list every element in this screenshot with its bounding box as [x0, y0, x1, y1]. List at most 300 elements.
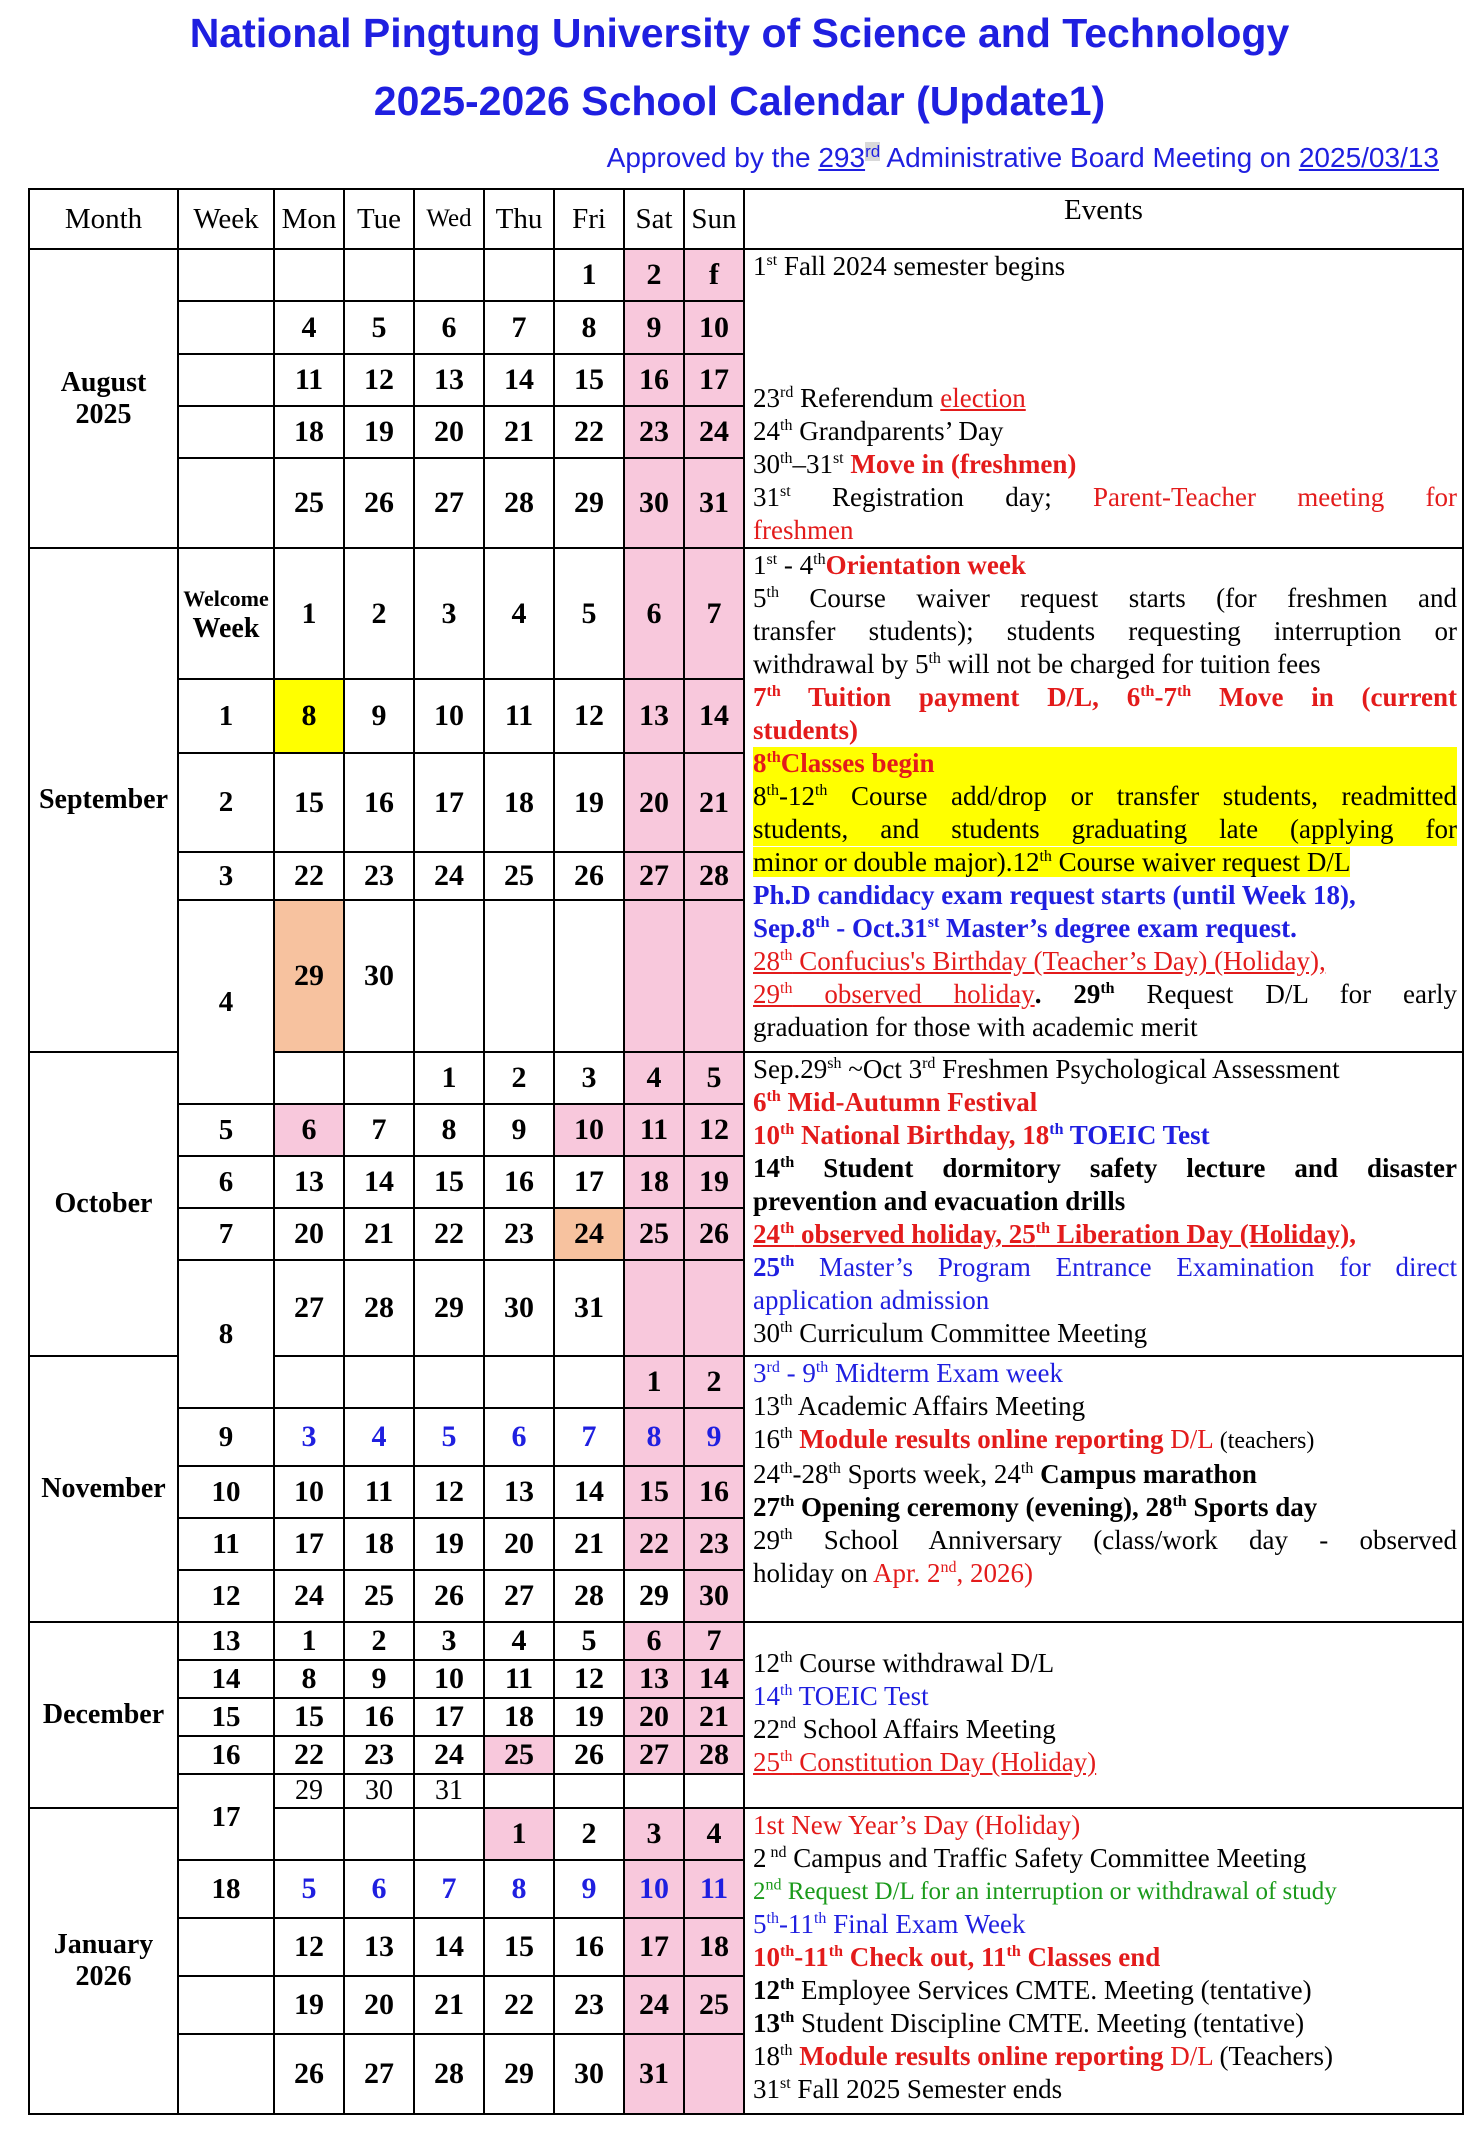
day-cell [624, 1774, 684, 1808]
day-cell: 22 [274, 1736, 344, 1774]
day-cell: 15 [484, 1918, 554, 1976]
week-number: 12 [178, 1570, 274, 1622]
week-number: 8 [178, 1260, 274, 1408]
day-cell: 19 [414, 1518, 484, 1570]
day-cell [484, 900, 554, 1052]
day-cell: 27 [344, 2034, 414, 2114]
day-cell: 20 [624, 753, 684, 852]
event-item: 29th School Anniversary (class/work day - observed [753, 1525, 1457, 1555]
day-cell: 2 [344, 1622, 414, 1660]
day-cell: 22 [414, 1208, 484, 1260]
events-august [744, 249, 1463, 548]
day-cell: 28 [554, 1570, 624, 1622]
day-cell: 16 [684, 1466, 744, 1518]
day-cell: 31 [414, 1774, 484, 1808]
header-tue: Tue [344, 189, 414, 249]
day-cell [414, 1808, 484, 1860]
day-cell: 11 [484, 1660, 554, 1698]
day-cell: 1 [414, 1052, 484, 1104]
week-cell [178, 249, 274, 301]
event-item: 10th National Birthday, 18th TOEIC Test [753, 1120, 1210, 1150]
event-item: 29th observed holiday. 29th Request D/L for early [753, 979, 1458, 1009]
day-cell: 5 [344, 301, 414, 353]
day-cell: 7 [484, 301, 554, 353]
day-cell: 26 [344, 458, 414, 548]
day-cell [484, 249, 554, 301]
day-cell: 18 [624, 1156, 684, 1208]
event-item: 31st Fall 2025 Semester ends [753, 2074, 1063, 2104]
day-cell-holiday: 6 [274, 1104, 344, 1156]
day-cell: 27 [414, 458, 484, 548]
month-october: October [29, 1052, 178, 1356]
day-cell [624, 900, 684, 1052]
day-cell: 23 [484, 1208, 554, 1260]
header-events: Events [744, 189, 1463, 249]
day-cell: 30 [624, 458, 684, 548]
event-item: 6th Mid-Autumn Festival [753, 1087, 1038, 1117]
day-cell: 15 [274, 753, 344, 852]
event-item: students) [753, 715, 859, 745]
week-number: 10 [178, 1466, 274, 1518]
day-cell: 19 [554, 1698, 624, 1736]
day-cell: 17 [274, 1518, 344, 1570]
day-cell: 7 [684, 548, 744, 679]
day-cell: 23 [344, 1736, 414, 1774]
week-number: 16 [178, 1736, 274, 1774]
event-item: Sep.8th - Oct.31st Master’s degree exam request. [753, 913, 1297, 943]
day-cell: 7 [684, 1622, 744, 1660]
day-cell: 12 [414, 1466, 484, 1518]
week-number: 7 [178, 1208, 274, 1260]
event-item: 5th Course waiver request starts (for freshmen and [753, 583, 1457, 613]
day-cell: 29 [554, 458, 624, 548]
day-cell: 27 [624, 1736, 684, 1774]
event-item: withdrawal by 5th will not be charged for tuition fees [753, 649, 1321, 679]
day-cell: 18 [484, 753, 554, 852]
day-cell: 8 [414, 1104, 484, 1156]
event-item: students, and students graduating late (applying for [753, 814, 1457, 844]
header-sun: Sun [684, 189, 744, 249]
day-cell [554, 1774, 624, 1808]
day-cell: 5 [554, 1622, 624, 1660]
week-number: 15 [178, 1698, 274, 1736]
school-calendar-table [28, 188, 1464, 2115]
day-cell [344, 1808, 414, 1860]
event-item: 30th Curriculum Committee Meeting [753, 1318, 1148, 1348]
day-cell [684, 2034, 744, 2114]
day-cell: 26 [274, 2034, 344, 2114]
sep-row-1 [29, 548, 1463, 679]
day-cell-exam: 7 [554, 1408, 624, 1466]
event-item: 7th Tuition payment D/L, 6th-7th Move in (current [753, 682, 1457, 712]
day-cell: 30 [484, 1260, 554, 1356]
day-cell: 21 [684, 753, 744, 852]
month-november: November [29, 1356, 178, 1622]
day-cell [554, 900, 624, 1052]
day-cell-holiday: 24 [554, 1208, 624, 1260]
aug-row-1 [29, 249, 1463, 301]
event-item: application admission [753, 1285, 990, 1315]
day-cell: 24 [414, 1736, 484, 1774]
event-item: $Sep.29^{sh}$ ~Oct 3rd Freshmen Psychological Assessment [753, 1054, 1340, 1084]
week-number: 2 [178, 753, 274, 852]
day-cell: 26 [554, 1736, 624, 1774]
day-cell: 4 [274, 301, 344, 353]
day-cell: 6 [624, 548, 684, 679]
day-cell: 30 [554, 2034, 624, 2114]
day-cell: 16 [344, 1698, 414, 1736]
day-cell: 11 [484, 679, 554, 753]
day-cell: 14 [684, 679, 744, 753]
day-cell: 3 [624, 1808, 684, 1860]
day-cell: 16 [484, 1156, 554, 1208]
week-number: 17 [178, 1774, 274, 1860]
day-cell: 24 [624, 1976, 684, 2034]
day-cell: 28 [484, 458, 554, 548]
week-cell [178, 1918, 274, 1976]
day-cell: 19 [274, 1976, 344, 2034]
day-cell: 20 [344, 1976, 414, 2034]
event-item: 8th-12th Course add/drop or transfer students, readmitted [753, 781, 1457, 811]
event-item: 1st Fall 2024 semester begins [753, 251, 1066, 281]
header-sat: Sat [624, 189, 684, 249]
event-item: holiday on Apr. 2nd, 2026) [753, 1558, 1033, 1588]
day-cell: 22 [624, 1518, 684, 1570]
day-cell: 11 [274, 354, 344, 406]
day-cell: 30 [684, 1570, 744, 1622]
day-cell: 28 [414, 2034, 484, 2114]
day-cell-exam: 5 [414, 1408, 484, 1466]
day-cell: 26 [414, 1570, 484, 1622]
day-cell: 18 [684, 1918, 744, 1976]
week-number: 6 [178, 1156, 274, 1208]
day-cell [484, 1774, 554, 1808]
day-cell: 19 [554, 753, 624, 852]
day-cell: 18 [274, 406, 344, 458]
day-cell: 27 [274, 1260, 344, 1356]
event-item: 14th TOEIC Test [753, 1681, 929, 1711]
day-cell [684, 1260, 744, 1356]
day-cell: 2 [624, 249, 684, 301]
day-cell: 10 [414, 1660, 484, 1698]
day-cell: 14 [484, 354, 554, 406]
day-cell [624, 1260, 684, 1356]
week-cell [178, 2034, 274, 2114]
event-item: 23rd Referendum election [753, 383, 1026, 413]
day-cell: 23 [344, 852, 414, 900]
day-cell: 9 [344, 679, 414, 753]
header-thu: Thu [484, 189, 554, 249]
week-number: 4 [178, 900, 274, 1104]
day-cell: 3 [414, 548, 484, 679]
day-cell: 24 [684, 406, 744, 458]
event-item: 10th-11th Check out, 11th Classes end [753, 1942, 1161, 1972]
day-cell: 14 [414, 1918, 484, 1976]
day-cell: 31 [684, 458, 744, 548]
event-item: 12th Course withdrawal D/L [753, 1648, 1055, 1678]
day-cell: 29 [274, 1774, 344, 1808]
day-cell [414, 249, 484, 301]
event-item: prevention and evacuation drills [753, 1186, 1126, 1216]
day-cell: 22 [484, 1976, 554, 2034]
day-cell: 9 [624, 301, 684, 353]
month-august: August 2025 [29, 249, 178, 548]
day-cell-exam: 11 [684, 1860, 744, 1918]
day-cell: 23 [554, 1976, 624, 2034]
day-cell: 6 [624, 1622, 684, 1660]
day-cell: 26 [684, 1208, 744, 1260]
day-cell [684, 900, 744, 1052]
event-item: 25th Master’s Program Entrance Examination for direct [753, 1252, 1457, 1282]
day-cell: 12 [554, 1660, 624, 1698]
day-cell-holiday: 1 [484, 1808, 554, 1860]
day-cell: f [684, 249, 744, 301]
day-cell: 29 [624, 1570, 684, 1622]
day-cell: 1 [274, 548, 344, 679]
day-cell [554, 1356, 624, 1408]
week-number: 9 [178, 1408, 274, 1466]
day-cell: 23 [624, 406, 684, 458]
event-item: 24th Grandparents’ Day [753, 416, 1004, 446]
day-cell: 11 [624, 1104, 684, 1156]
week-cell [178, 301, 274, 353]
day-cell: 16 [344, 753, 414, 852]
day-cell: 27 [484, 1570, 554, 1622]
event-item: Ph.D candidacy exam request starts (until Week 18), [753, 880, 1356, 910]
day-cell: 3 [554, 1052, 624, 1104]
event-item: 18th Module results online reporting D/L (Teachers) [753, 2041, 1333, 2071]
month-january: January 2026 [29, 1808, 178, 2114]
day-cell [274, 1808, 344, 1860]
day-cell-holiday: 10 [554, 1104, 624, 1156]
day-cell: 24 [414, 852, 484, 900]
day-cell: 4 [684, 1808, 744, 1860]
header-row [29, 189, 1463, 249]
day-cell: 5 [554, 548, 624, 679]
week-number: 18 [178, 1860, 274, 1918]
day-cell-exam: 8 [624, 1408, 684, 1466]
day-cell: 8 [274, 1660, 344, 1698]
day-cell: 1 [624, 1356, 684, 1408]
day-cell: 21 [684, 1698, 744, 1736]
day-cell: 12 [684, 1104, 744, 1156]
day-cell-exam: 6 [344, 1860, 414, 1918]
day-cell [344, 249, 414, 301]
day-cell: 24 [274, 1570, 344, 1622]
day-cell: 2 [684, 1356, 744, 1408]
day-cell [274, 1356, 344, 1408]
event-item: 8thClasses begin [753, 747, 1457, 780]
day-cell: 14 [554, 1466, 624, 1518]
event-item: 30th–31st Move in (freshmen) [753, 449, 1077, 479]
day-cell: 13 [484, 1466, 554, 1518]
day-cell-classes-begin: 8 [274, 679, 344, 753]
event-item: 31st Registration day; Parent-Teacher meeting for [753, 482, 1457, 512]
day-cell: 26 [554, 852, 624, 900]
day-cell: 18 [484, 1698, 554, 1736]
day-cell: 21 [344, 1208, 414, 1260]
day-cell: 30 [344, 1774, 414, 1808]
day-cell: 2 [554, 1808, 624, 1860]
day-cell: 23 [684, 1518, 744, 1570]
day-cell: 15 [554, 354, 624, 406]
day-cell: 29 [484, 2034, 554, 2114]
week-number: 14 [178, 1660, 274, 1698]
header-month: Month [29, 189, 178, 249]
day-cell: 17 [414, 753, 484, 852]
day-cell: 17 [554, 1156, 624, 1208]
event-item: 27th Opening ceremony (evening), 28th Sports day [753, 1492, 1318, 1522]
month-september: September [29, 548, 178, 1052]
day-cell: 4 [484, 548, 554, 679]
event-item: freshmen [753, 515, 854, 545]
day-cell: 17 [684, 354, 744, 406]
month-december: December [29, 1622, 178, 1808]
event-item: 25th Constitution Day (Holiday) [753, 1747, 1097, 1777]
day-cell: 21 [414, 1976, 484, 2034]
day-cell: 16 [554, 1918, 624, 1976]
day-cell: 28 [684, 852, 744, 900]
day-cell: 5 [684, 1052, 744, 1104]
day-cell: 14 [684, 1660, 744, 1698]
day-cell: 7 [344, 1104, 414, 1156]
day-cell: 13 [274, 1156, 344, 1208]
day-cell: 30 [344, 900, 414, 1052]
event-item: 2 $^{nd}$ Campus and Traffic Safety Committee Meeting [753, 1843, 1307, 1873]
day-cell: 10 [414, 679, 484, 753]
day-cell-exam: 6 [484, 1408, 554, 1466]
day-cell: 2 [344, 548, 414, 679]
day-cell-exam: 5 [274, 1860, 344, 1918]
week-welcome: Welcome Week [178, 548, 274, 679]
event-item: 12th Employee Services CMTE. Meeting (tentative) [753, 1975, 1312, 2005]
event-item: 24th observed holiday, 25th Liberation Day (Holiday), [753, 1219, 1357, 1249]
title-calendar: 2025-2026 School Calendar (Update1) [373, 78, 1106, 124]
event-item: 2nd Request D/L for an interruption or withdrawal of study [753, 1876, 1337, 1905]
day-cell: 22 [554, 406, 624, 458]
day-cell: 21 [484, 406, 554, 458]
day-cell: 18 [344, 1518, 414, 1570]
day-cell-exam: 9 [554, 1860, 624, 1918]
day-cell: 9 [484, 1104, 554, 1156]
day-cell: 12 [274, 1918, 344, 1976]
day-cell [274, 1052, 344, 1104]
day-cell: 25 [624, 1208, 684, 1260]
day-cell: 27 [624, 852, 684, 900]
week-number: 11 [178, 1518, 274, 1570]
day-cell: 1 [274, 1622, 344, 1660]
day-cell: 22 [274, 852, 344, 900]
day-cell: 4 [484, 1622, 554, 1660]
day-cell [684, 1774, 744, 1808]
day-cell-exam: 4 [344, 1408, 414, 1466]
day-cell-holiday: 29 [274, 900, 344, 1052]
day-cell: 25 [344, 1570, 414, 1622]
day-cell: 15 [274, 1698, 344, 1736]
day-cell: 19 [684, 1156, 744, 1208]
day-cell: 21 [554, 1518, 624, 1570]
day-cell: 20 [484, 1518, 554, 1570]
day-cell: 12 [554, 679, 624, 753]
day-cell [484, 1356, 554, 1408]
day-cell: 31 [554, 1260, 624, 1356]
day-cell: 10 [274, 1466, 344, 1518]
events-september [744, 548, 1463, 1052]
week-cell [178, 1976, 274, 2034]
event-item: graduation for those with academic merit [753, 1012, 1198, 1042]
event-item: 1st New Year’s Day (Holiday) [753, 1810, 1081, 1840]
day-cell: 28 [344, 1260, 414, 1356]
header-fri: Fri [554, 189, 624, 249]
day-cell: 25 [484, 852, 554, 900]
events-november [744, 1356, 1463, 1622]
events-october [744, 1052, 1463, 1356]
day-cell: 1 [554, 249, 624, 301]
day-cell: 13 [344, 1918, 414, 1976]
event-item: 3rd - 9th Midterm Exam week [753, 1358, 1063, 1388]
day-cell: 28 [684, 1736, 744, 1774]
day-cell: 25 [274, 458, 344, 548]
day-cell-exam: 8 [484, 1860, 554, 1918]
day-cell: 13 [624, 1660, 684, 1698]
day-cell: 13 [414, 354, 484, 406]
event-item: 1st - 4thOrientation week [753, 550, 1026, 580]
event-item: 5th-11th Final Exam Week [753, 1909, 1026, 1939]
header-mon: Mon [274, 189, 344, 249]
day-cell: 14 [344, 1156, 414, 1208]
day-cell: 3 [414, 1622, 484, 1660]
day-cell: 6 [414, 301, 484, 353]
day-cell [344, 1052, 414, 1104]
day-cell [414, 900, 484, 1052]
events-december [744, 1622, 1463, 1808]
event-item: 28th Confucius's Birthday (Teacher’s Day) (Holiday), [753, 946, 1326, 976]
event-item: 24th-28th Sports week, 24th Campus marathon [753, 1459, 1257, 1489]
day-cell: 11 [344, 1466, 414, 1518]
week-cell [178, 458, 274, 548]
day-cell: 17 [624, 1918, 684, 1976]
day-cell: 4 [624, 1052, 684, 1104]
day-cell-holiday: 25 [484, 1736, 554, 1774]
approval-note: Approved by the 293rd Administrative Board Meeting on 2025/03/13 [606, 141, 1439, 173]
event-item: transfer students); students requesting interruption or [753, 616, 1457, 646]
day-cell-exam: 3 [274, 1408, 344, 1466]
day-cell: 20 [624, 1698, 684, 1736]
event-item: 13th Student Discipline CMTE. Meeting (tentative) [753, 2008, 1305, 2038]
day-cell: 10 [684, 301, 744, 353]
day-cell: 29 [414, 1260, 484, 1356]
week-cell [178, 406, 274, 458]
day-cell: 8 [554, 301, 624, 353]
day-cell-exam: 9 [684, 1408, 744, 1466]
day-cell: 2 [484, 1052, 554, 1104]
dec-row-1 [29, 1622, 1463, 1660]
day-cell: 20 [274, 1208, 344, 1260]
day-cell [414, 1356, 484, 1408]
header-week: Week [178, 189, 274, 249]
day-cell [344, 1356, 414, 1408]
week-number: 5 [178, 1104, 274, 1156]
day-cell-exam: 10 [624, 1860, 684, 1918]
event-item: 16th Module results online reporting D/L (teachers) [753, 1424, 1315, 1454]
day-cell: 15 [414, 1156, 484, 1208]
day-cell: 15 [624, 1466, 684, 1518]
week-cell [178, 354, 274, 406]
event-item: 22nd School Affairs Meeting [753, 1714, 1056, 1744]
week-number: 13 [178, 1622, 274, 1660]
day-cell: 31 [624, 2034, 684, 2114]
day-cell [274, 249, 344, 301]
